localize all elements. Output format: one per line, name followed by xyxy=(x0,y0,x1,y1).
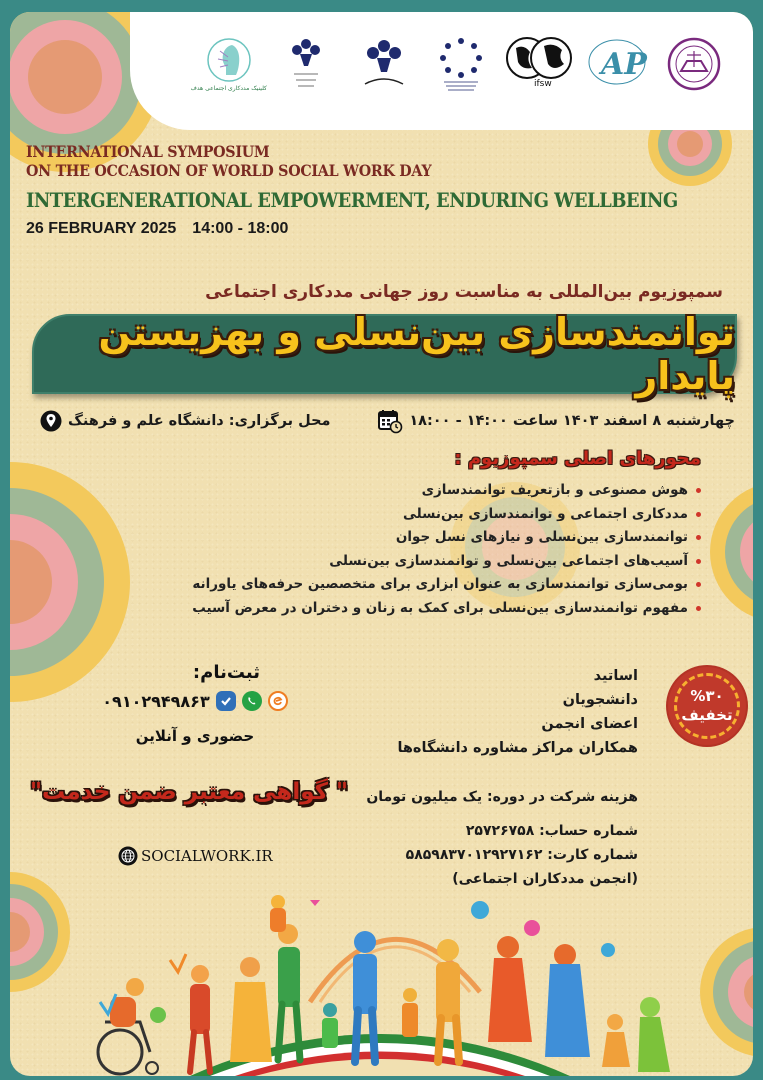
registration-title: ثبت‌نام: xyxy=(192,662,260,683)
website-url[interactable]: SOCIALWORK.IR xyxy=(141,847,273,865)
topics-list xyxy=(192,479,701,620)
globe-icon xyxy=(118,846,138,866)
hedaf-clinic-emblem-icon xyxy=(206,37,252,83)
iran-social-workers-association-logo xyxy=(656,28,732,100)
asia-pacific-logo xyxy=(579,28,655,100)
registration-mode: حضوری و آنلاین xyxy=(135,727,255,745)
english-title-line1: INTERNATIONAL SYMPOSIUM xyxy=(26,142,270,161)
registration-block xyxy=(90,662,300,745)
sponsor-logos-band xyxy=(130,12,753,130)
association-seal-icon xyxy=(667,37,721,91)
registration-contact xyxy=(90,691,300,711)
list-item: توانمندسازی بین‌نسلی و نیازهای نسل جوان xyxy=(192,526,701,550)
topics-heading: محورهای اصلی سمپوزیوم : xyxy=(454,448,701,469)
audience-item: همکاران مراکز مشاوره دانشگاه‌ها xyxy=(397,740,638,756)
bullet-icon xyxy=(696,535,701,540)
registration-phone[interactable]: ۰۹۱۰۲۹۴۹۸۶۳ xyxy=(102,691,210,711)
list-item: مددکاری اجتماعی و توانمندسازی بین‌نسلی xyxy=(192,503,701,527)
main-title-banner xyxy=(32,310,737,398)
list-item: بومی‌سازی توانمندسازی به عنوان ابزاری برای متخصصین حرفه‌های یاورانه xyxy=(192,573,701,597)
main-title: توانمندسازی بین‌نسلی و بهزیستن پایدار xyxy=(98,310,735,398)
audience-item: اساتید xyxy=(593,668,638,684)
english-heading xyxy=(26,142,750,238)
audience-item: دانشجویان xyxy=(562,692,638,708)
persian-date-time: چهارشنبه ۸ اسفند ۱۴۰۳ ساعت ۱۴:۰۰ - ۱۸:۰۰ xyxy=(409,413,735,429)
discount-percent: %۳۰ xyxy=(690,687,724,705)
eitaa-icon[interactable] xyxy=(268,691,288,711)
flower-emblem-icon xyxy=(359,34,409,94)
english-theme: INTERGENERATIONAL EMPOWERMENT, ENDURING WELLBEING xyxy=(26,188,678,212)
bullet-icon xyxy=(696,559,701,564)
course-fee: هزینه شرکت در دوره: یک میلیون تومان xyxy=(366,789,638,805)
location-pin-icon xyxy=(40,410,62,432)
discount-audience-list xyxy=(397,664,638,760)
svg-text:ifsw: ifsw xyxy=(534,79,552,89)
event-date-time xyxy=(377,408,735,434)
ifsw-logo xyxy=(501,28,577,100)
event-info-row xyxy=(40,408,735,434)
event-venue xyxy=(40,410,331,432)
english-time: 14:00 - 18:00 xyxy=(192,220,289,237)
discount-label: تخفیف xyxy=(681,706,733,724)
discount-badge xyxy=(668,667,746,745)
bullet-icon xyxy=(696,512,701,517)
elmo-farhang-university-logo xyxy=(346,28,422,100)
whatsapp-icon[interactable] xyxy=(242,691,262,711)
bale-icon[interactable] xyxy=(216,691,236,711)
bullet-icon xyxy=(696,488,701,493)
english-date-time xyxy=(26,220,750,238)
welfare-org-logo xyxy=(423,28,499,100)
bullet-icon xyxy=(696,582,701,587)
svg-text:AP: AP xyxy=(600,47,647,82)
list-item: آسیب‌های اجتماعی بین‌نسلی و توانمندسازی بین‌نسلی xyxy=(192,550,701,574)
certificate-notice: " گواهی معتبر ضمن خدمت" xyxy=(30,779,348,805)
ap-monogram-icon xyxy=(585,34,649,94)
hedaf-clinic-logo: کلینیک مددکاری اجتماعی هدف xyxy=(191,28,267,100)
venue-text: محل برگزاری: دانشگاه علم و فرهنگ xyxy=(68,413,331,429)
globe-icon xyxy=(504,34,574,94)
ring-of-people-icon xyxy=(438,36,484,92)
account-number: شماره حساب: ۲۵۷۲۶۷۵۸ xyxy=(465,823,638,839)
intergenerational-family-illustration xyxy=(10,892,753,1076)
list-item: هوش مصنوعی و بازتعریف توانمندسازی xyxy=(192,479,701,503)
website-link[interactable] xyxy=(118,846,273,866)
list-item: مفهوم توانمندسازی بین‌نسلی برای کمک به زنان و دختران در معرض آسیب xyxy=(192,597,701,621)
flower-emblem-icon xyxy=(286,34,326,94)
calendar-clock-icon xyxy=(377,408,403,434)
account-holder: (انجمن مددکاران اجتماعی) xyxy=(452,871,638,887)
card-number: شماره کارت: ۵۸۵۹۸۳۷۰۱۲۹۲۷۱۶۲ xyxy=(405,847,638,863)
audience-item: اعضای انجمن xyxy=(541,716,638,732)
english-date: 26 FEBRUARY 2025 xyxy=(26,220,177,237)
payment-info xyxy=(366,785,638,891)
elmo-farhang-center-logo xyxy=(268,28,344,100)
persian-subtitle: سمپوزیوم بین‌المللی به مناسبت روز جهانی مددکاری اجتماعی xyxy=(205,282,723,302)
poster xyxy=(10,12,753,1076)
english-title-line2: ON THE OCCASION OF WORLD SOCIAL WORK DAY xyxy=(26,161,432,180)
sponsor-logos xyxy=(190,24,733,104)
bullet-icon xyxy=(696,606,701,611)
